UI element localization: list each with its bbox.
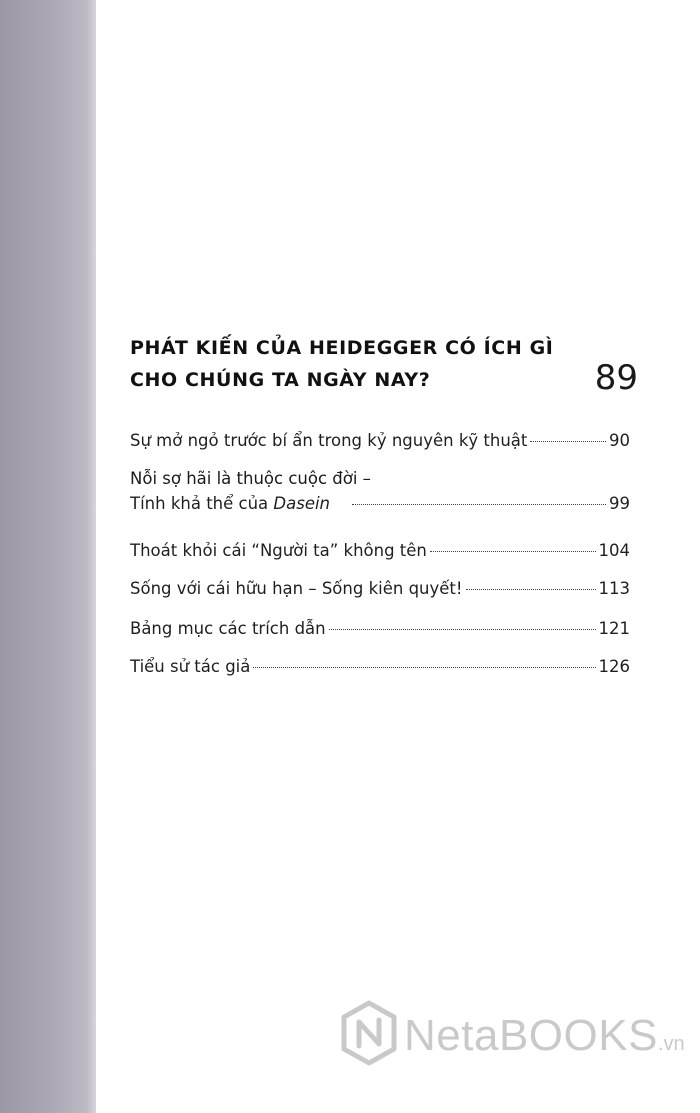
toc-entry <box>130 491 630 516</box>
watermark-brand: NetaBOOKS <box>404 1011 658 1060</box>
toc-entry-title: Sống với cái hữu hạn – Sống kiên quyết! <box>130 579 463 598</box>
toc-entry <box>130 576 630 601</box>
toc-entry-title: Bảng mục các trích dẫn <box>130 619 326 638</box>
toc-entry-page: 104 <box>598 541 630 560</box>
toc-entry <box>130 428 630 453</box>
leader-dots <box>253 667 595 668</box>
leader-dots <box>329 629 596 630</box>
leader-dots <box>430 551 596 552</box>
leader-dots <box>530 441 606 442</box>
toc-entry-page: 126 <box>598 657 630 676</box>
toc-entry <box>130 654 630 679</box>
toc-entry <box>130 616 630 641</box>
toc-entry-title-prefix: Tính khả thể của <box>130 494 274 513</box>
toc-entry-title: Tiểu sử tác giả <box>130 657 251 676</box>
toc-entry-page: 113 <box>598 579 630 598</box>
watermark <box>340 1000 685 1080</box>
toc-entry-page: 99 <box>609 494 630 513</box>
part-title-line-1: PHÁT KIẾN CỦA HEIDEGGER CÓ ÍCH GÌ <box>130 337 554 359</box>
part-title <box>130 332 570 396</box>
toc-entry <box>130 538 630 563</box>
netabooks-logo-icon <box>340 1000 398 1066</box>
leader-dots <box>352 504 606 505</box>
watermark-suffix: .vn <box>657 1033 685 1055</box>
toc-entry-title: Sự mở ngỏ trước bí ẩn trong kỷ nguyên kỹ thuật <box>130 431 528 450</box>
book-spine-shadow <box>0 0 96 1113</box>
watermark-text <box>404 1006 685 1074</box>
part-page-number: 89 <box>594 358 638 398</box>
toc-entry-title-italic: Dasein <box>273 494 331 513</box>
toc-entry-page: 90 <box>609 431 630 450</box>
part-title-line-2: CHO CHÚNG TA NGÀY NAY? <box>130 369 431 391</box>
toc-entry-title-line-1: Nỗi sợ hãi là thuộc cuộc đời – <box>130 469 371 488</box>
toc-entry-page: 121 <box>598 619 630 638</box>
part-heading <box>130 332 670 402</box>
leader-dots <box>466 589 596 590</box>
toc-entry-title-line-2 <box>130 491 330 516</box>
toc-entry-title: Thoát khỏi cái “Người ta” không tên <box>130 541 427 560</box>
